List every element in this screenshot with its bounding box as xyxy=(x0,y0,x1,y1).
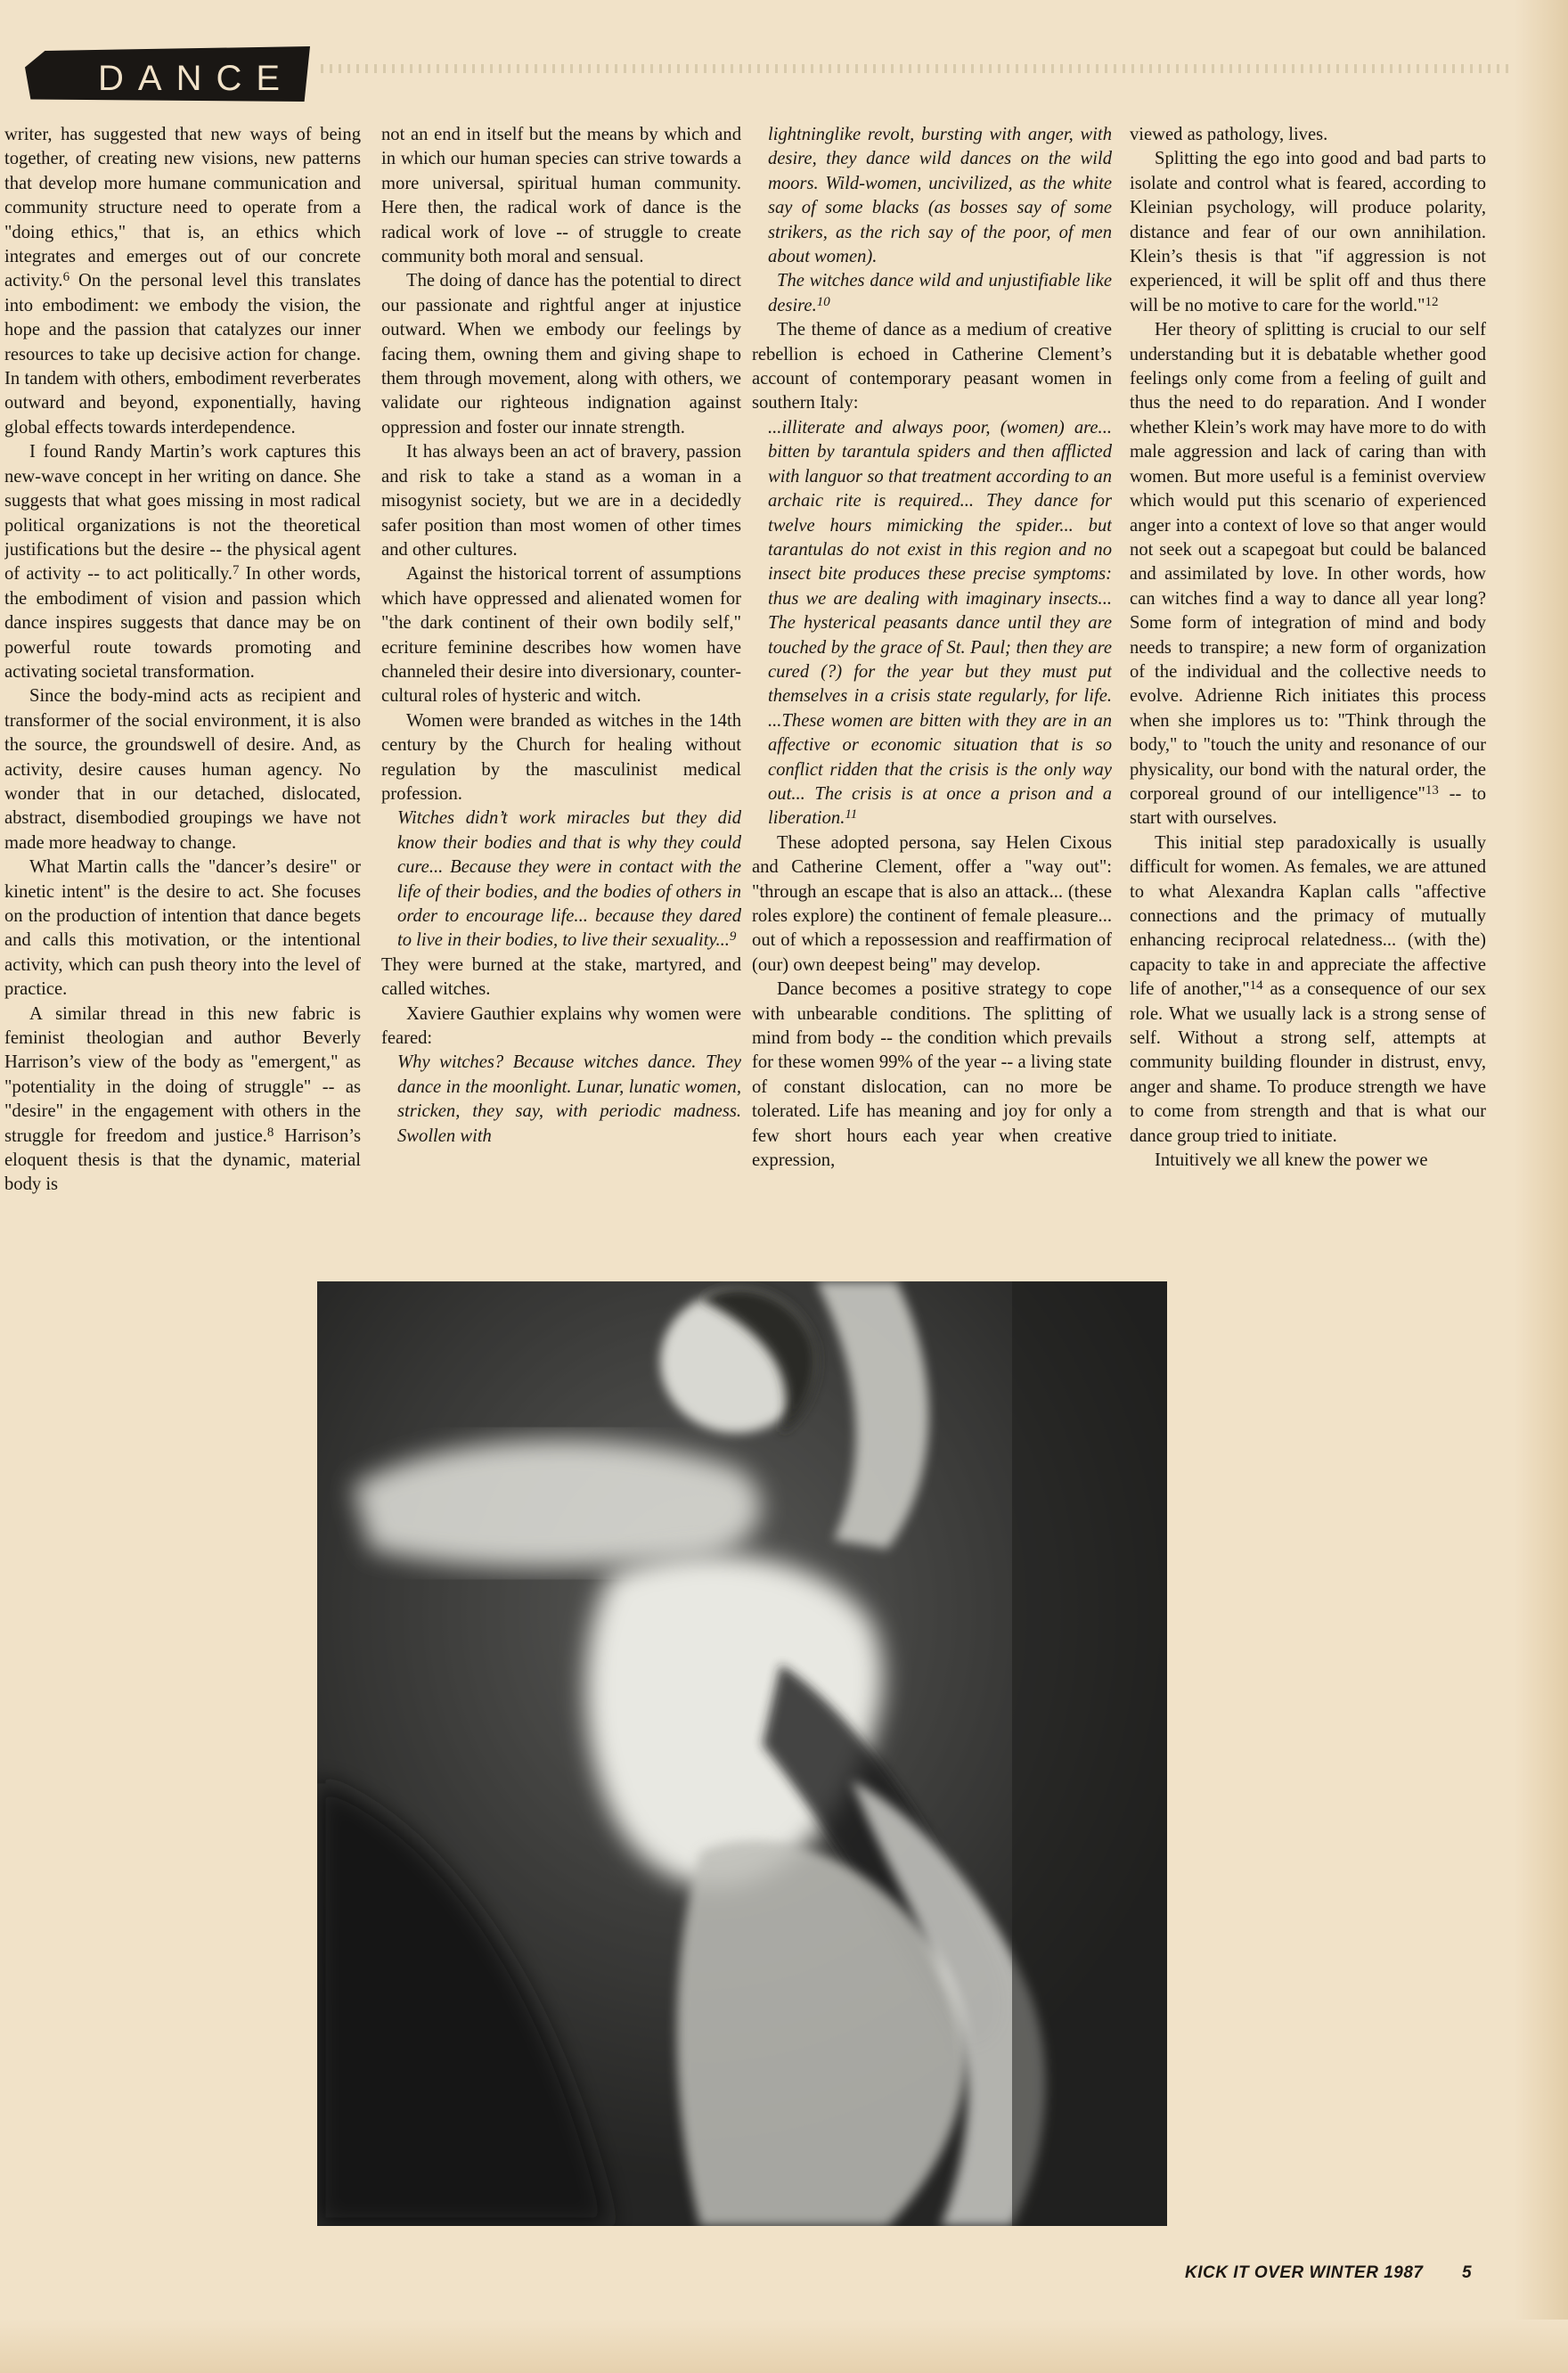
footnote-marker: 8 xyxy=(266,1125,274,1140)
article-column-2 xyxy=(381,123,741,1246)
page-edge-shadow xyxy=(1515,0,1568,2373)
publication-footer: KICK IT OVER WINTER 1987 xyxy=(1185,2263,1424,2282)
paragraph: Dance becomes a positive strategy to cope with unbearable conditions. The splitting of mind from body -- the condition which prevails for these women 99% of the year -- a living state of constant dislocation, can no more be tolerated. Life has meaning and joy for only a few short hours each year when creative expression, xyxy=(752,979,1112,1171)
block-quote: ...illiterate and always poor, (women) are... bitten by tarantula spiders and then afflicted with languor so that treatment according to an archaic rite is required... They dance for twelve hours mimicking the spider... but tarantulas do not exist in this region and no insect bite produces these precise symptoms: thus we are dealing with imaginary insects... The hysterical peasants dance until they are touched by the grace of St. Paul; then they are cured (?) for the year but they must put themselves in a crisis state regularly, for life. ...These women are bitten with they are in an affective or economic situation that is so conflict ridden that the crisis is the only way out... The crisis is at once a prison and a liberation.$^{11}$ xyxy=(768,417,1112,829)
block-quote: The witches dance wild and unjustifiable like desire.$^{10}$ xyxy=(768,271,1112,315)
footnote-marker: 12 xyxy=(1425,294,1439,309)
paragraph: The theme of dance as a medium of creative rebellion is echoed in Catherine Clement’s account of contemporary peasant women in southern Italy: xyxy=(752,320,1112,413)
paragraph: Intuitively we all knew the power we xyxy=(1155,1150,1428,1171)
article-column-4 xyxy=(1130,123,1486,1246)
dancer-photograph xyxy=(317,1281,1167,2226)
footnote-marker: 7 xyxy=(232,563,240,578)
footnote-marker: 11 xyxy=(845,807,858,822)
paragraph: It has always been an act of bravery, passion and risk to take a stand as a woman in a misogynist society, but we are in a decidedly safer position than most women of other times and other cultures. xyxy=(381,442,741,560)
paragraph: What Martin calls the "dancer’s desire" or kinetic intent" is the desire to act. She focuses on the production of intention that dance begets and calls this motivation, or the intentional activity, which can push theory into the level of practice. xyxy=(4,857,361,1000)
paragraph: writer, has suggested that new ways of being together, of creating new visions, new patterns that develop more humane communication and community structure need to operate from a "doing ethics," that is, an ethics which integrates and emerges out of our concrete activity.$^6$ On the personal level this translates into embodiment: we embody the vision, the hope and the passion that catalyzes our inner resources to take up decisive action for change. In tandem with others, embodiment reverberates outward and beyond, exponentially, having global effects towards interdependence. xyxy=(4,125,361,438)
dancer-photo-image xyxy=(317,1281,1167,2226)
paragraph: Splitting the ego into good and bad parts to isolate and control what is feared, according to Kleinian psychology, will produce polarity, distance and fear of our own annihilation. Klein’s thesis is that "if aggression is not experienced, it will be split off and thus there will be no motive to care for the world."$^{12}$ xyxy=(1130,149,1486,315)
footnote-marker: 14 xyxy=(1249,978,1263,994)
paragraph: A similar thread in this new fabric is feminist theologian and author Beverly Harrison’s view of the body as "emergent," as "potentiality in the doing of struggle" -- as "desire" in the engagement with others in the struggle for freedom and justice.$^8$ Harrison’s eloquent thesis is that the dynamic, material body is xyxy=(4,1003,361,1195)
section-title: DANCE xyxy=(98,59,295,98)
paragraph: not an end in itself but the means by which and in which our human species can strive towards a more universal, spiritual human community. Here then, the radical work of dance is the radical work of love -- of struggle to create community both moral and sensual. xyxy=(381,125,741,267)
footnote-marker: 9 xyxy=(729,929,737,945)
footnote-marker: 10 xyxy=(816,294,830,309)
paragraph: Women were branded as witches in the 14th century by the Church for healing without regulation by the masculinist medical profession. xyxy=(381,710,741,804)
paragraph: The doing of dance has the potential to direct our passionate and rightful anger at injustice outward. When we embody our feelings by facing them, owning them and giving shape to them through movement, along with others, we validate our righteous indignation against oppression and foster our innate strength. xyxy=(381,271,741,438)
footnote-marker: 13 xyxy=(1425,782,1439,798)
paragraph: Against the historical torrent of assumptions which have oppressed and alienated women for "the dark continent of their own bodily self," ecriture feminine describes how women have channeled their desire into diversionary, counter-cultural roles of hysteric and witch. xyxy=(381,564,741,707)
paragraph: Her theory of splitting is crucial to our self understanding but it is debatable whether good feelings only come from a feeling of guilt and thus the need to do reparation. And I wonder whether Klein’s work may have more to do with male aggression and lack of caring than with women. But more useful is a feminist overview which would put this scenario of experienced anger into a context of love so that anger would not seek out a scapegoat but could be balanced and assimilated by love. In other words, how can witches find a way to dance all year long? Some form of integration of mind and body needs to transpire; a new form of organization of the individual and the collective needs to evolve. Adrienne Rich initiates this process when she implores us to: "Think through the body," to "touch the unity and resonance of our physicality, our bond with the natural order, the corporeal ground of our intelligence"$^{13}$ -- to start with ourselves. xyxy=(1130,320,1486,829)
block-quote: Witches didn’t work miracles but they did know their bodies and that is why they could cure... Because they were in contact with the life of their bodies, and the bodies of others in order to encourage life... because they dared to live in their bodies, to live their sexuality...$^9$ xyxy=(397,808,741,951)
block-quote: Why witches? Because witches dance. They dance in the moonlight. Lunar, lunatic women, stricken, they say, with periodic madness. Swollen with xyxy=(397,1052,741,1146)
block-quote: lightninglike revolt, bursting with anger, with desire, they dance wild dances on the wild moors. Wild-women, uncivilized, as the white say of some blacks (as bosses say of some strikers, as the rich say of the poor, of men about women). xyxy=(768,125,1112,267)
paragraph: They were burned at the stake, martyred, and called witches. xyxy=(381,954,741,1000)
paragraph: I found Randy Martin’s work captures this new-wave concept in her writing on dance. She suggests that what goes missing in most radical political organizations is not the theoretical justifications but the desire -- the physical agent of activity -- to act politically.$^7$ In other words, the embodiment of vision and passion which dance inspires suggests that dance may be on powerful route towards promoting and activating societal transformation. xyxy=(4,442,361,682)
paragraph: Since the body-mind acts as recipient and transformer of the social environment, it is also the source, the groundswell of desire. And, as activity, desire causes human agency. No wonder that in our detached, dislocated, abstract, disembodied groupings we have not made more headway to change. xyxy=(4,686,361,853)
paragraph: Xaviere Gauthier explains why women were feared: xyxy=(381,1003,741,1049)
article-column-1 xyxy=(4,123,361,1246)
page-bottom-edge xyxy=(0,2320,1568,2373)
header-rule xyxy=(321,64,1515,73)
paragraph: viewed as pathology, lives. xyxy=(1130,125,1328,144)
section-header xyxy=(0,43,1515,107)
paragraph: This initial step paradoxically is usually difficult for women. As females, we are attuned to what Alexandra Kaplan calls "affective connections and the primacy of mutually enhancing reciprocal relatedness... (with the) capacity to take in and appreciate the affective life of another,"$^{14}$ as a consequence of our sex role. What we usually lack is a strong sense of self. Without a strong self, attempts at community building flounder in distrust, envy, anger and shame. To produce strength we have to come from strength and that is what our dance group tried to initiate. xyxy=(1130,832,1486,1146)
page-number: 5 xyxy=(1462,2263,1472,2282)
article-column-3 xyxy=(752,123,1112,1246)
footnote-marker: 6 xyxy=(62,270,70,285)
paragraph: These adopted persona, say Helen Cixous and Catherine Clement, offer a "way out": "through an escape that is also an attack... (these roles explore) the continent of female pleasure... out of which a repossession and reaffirmation of (our) own deepest being" may develop. xyxy=(752,832,1112,975)
